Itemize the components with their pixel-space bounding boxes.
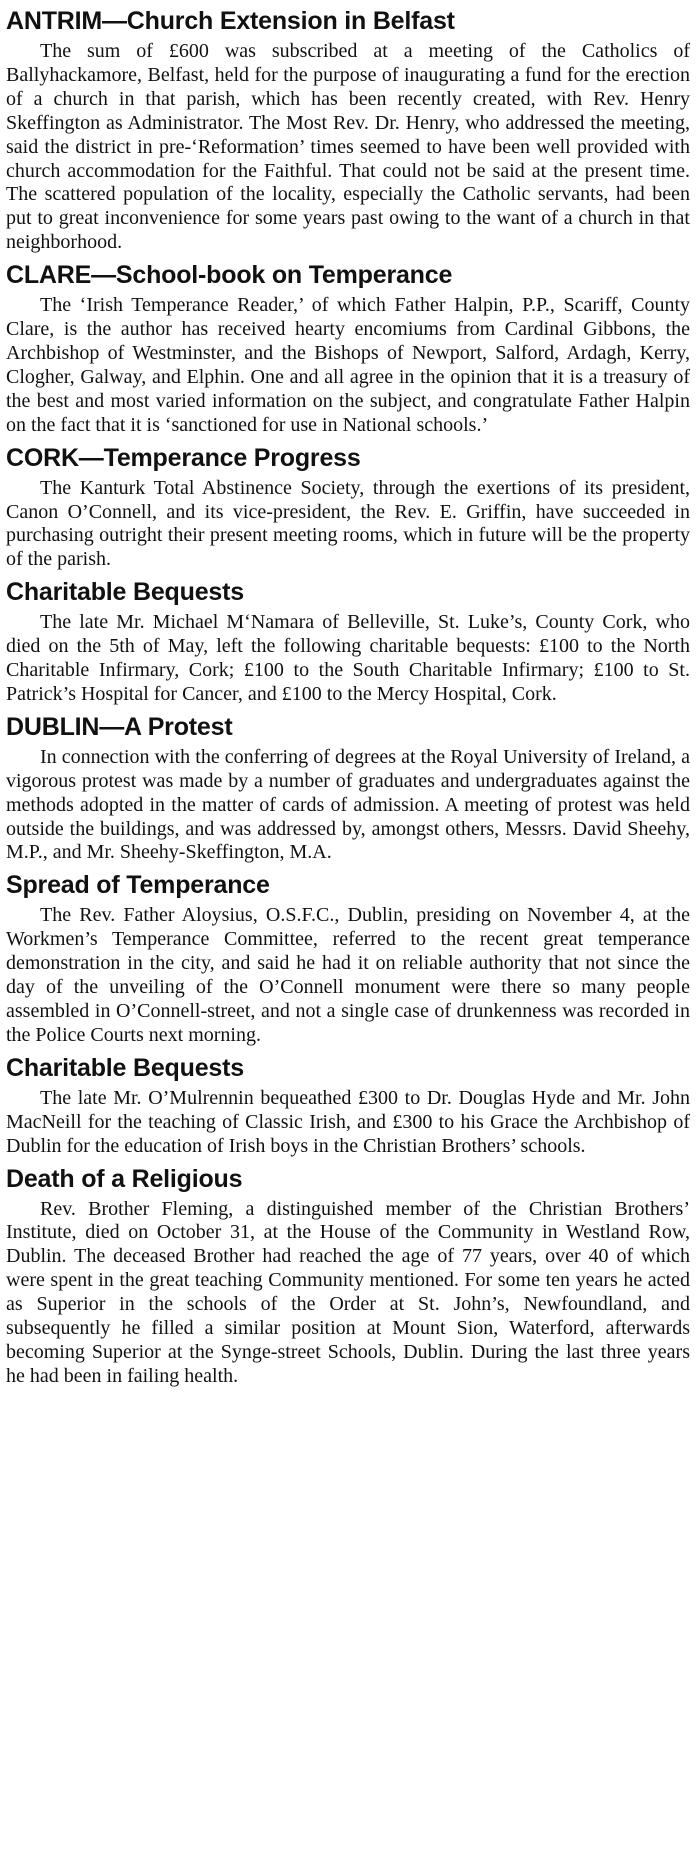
article-death-of-a-religious [6, 1164, 690, 1389]
article-body: The Kanturk Total Abstinence Society, through the exertions of its president, Canon O’Connell, and its vice-president, the Rev. E. Griffin, have succeeded in purchasing outright their present meeting rooms, which in future will be the property of the parish. [6, 476, 690, 571]
article-body: The late Mr. Michael M‘Namara of Belleville, St. Luke’s, County Cork, who died on the 5th of May, left the following charitable bequests: £100 to the North Charitable Infirmary, Cork; £100 to the South Charitable Infirmary; £100 to St. Patrick’s Hospital for Cancer, and £100 to the Mercy Hospital, Cork. [6, 611, 690, 705]
article-heading: Spread of Temperance [6, 871, 270, 900]
news-column [6, 6, 690, 1394]
article-clare-school-book [6, 260, 690, 437]
article-heading: Death of a Religious [6, 1164, 243, 1193]
article-heading: Charitable Bequests [6, 1053, 244, 1082]
article-body: In connection with the conferring of degrees at the Royal University of Ireland, a vigorous protest was made by a number of graduates and undergraduates against the methods adopted in the matter of cards of admission. A meeting of protest was held outside the buildings, and was addressed by, amongst others, Messrs. David Sheehy, M.P., and Mr. Sheehy-Skeffington, M.A. [6, 745, 690, 864]
article-cork-temperance [6, 443, 690, 573]
article-body: The sum of £600 was subscribed at a meeting of the Catholics of Ballyhackamore, Belfast, held for the purpose of inaugurating a fund for the erection of a church in that parish, which has been recently created, with Rev. Henry Skeffington as Administrator. The Most Rev. Dr. Henry, who addressed the meeting, said the district in pre-‘Reformation’ times seemed to have been well provided with church accommodation for the Faithful. That could not be said at the present time. The scattered population of the locality, especially the Catholic servants, had been put to great inconvenience for some years past owing to the want of a church in that neighborhood. [6, 40, 690, 254]
article-heading: DUBLIN—A Protest [6, 712, 233, 741]
article-heading: ANTRIM—Church Extension in Belfast [6, 7, 455, 35]
article-heading: Charitable Bequests [6, 578, 244, 607]
article-body: The Rev. Father Aloysius, O.S.F.C., Dublin, presiding on November 4, at the Workmen’s Temperance Committee, referred to the recent great temperance demonstration in the city, and said he had it on reliable authority that not since the day of the unveiling of the O’Connell monument were there so many people assembled in O’Connell-street, and not a single case of drunkenness was recorded in the Police Courts next morning. [6, 904, 690, 1046]
article-body: The late Mr. O’Mulrennin bequeathed £300 to Dr. Douglas Hyde and Mr. John MacNeill for the teaching of Classic Irish, and £300 to his Grace the Archbishop of Dublin for the education of Irish boys in the Christian Brothers’ schools. [6, 1086, 690, 1157]
article-body: The ‘Irish Temperance Reader,’ of which Father Halpin, P.P., Scariff, County Clare, is the author has received hearty encomiums from Cardinal Gibbons, the Archbishop of Westminster, and the Bishops of Newport, Salford, Ardagh, Kerry, Clogher, Galway, and Elphin. One and all agree in the opinion that it is a treasury of the best and most varied information on the subject, and congratulate Father Halpin on the fact that it is ‘sanctioned for use in National schools.’ [6, 294, 690, 436]
article-cork-charitable-bequests [6, 577, 690, 707]
article-heading: CLARE—School-book on Temperance [6, 261, 453, 290]
article-dublin-protest [6, 712, 690, 866]
article-dublin-charitable-bequests [6, 1053, 690, 1159]
article-body: Rev. Brother Fleming, a distinguished member of the Christian Brothers’ Institute, died on October 31, at the House of the Community in Westland Row, Dublin. The deceased Brother had reached the age of 77 years, over 40 of which were spent in the great teaching Community mentioned. For some ten years he acted as Superior in the schools of the Order at St. John’s, Newfoundland, and subsequently he filled a similar position at Mount Sion, Waterford, afterwards becoming Superior at the Synge-street Schools, Dublin. During the last three years he had been in failing health. [6, 1197, 690, 1387]
article-heading: CORK—Temperance Progress [6, 443, 361, 472]
article-antrim-church-extension [6, 6, 690, 255]
article-spread-of-temperance [6, 870, 690, 1047]
